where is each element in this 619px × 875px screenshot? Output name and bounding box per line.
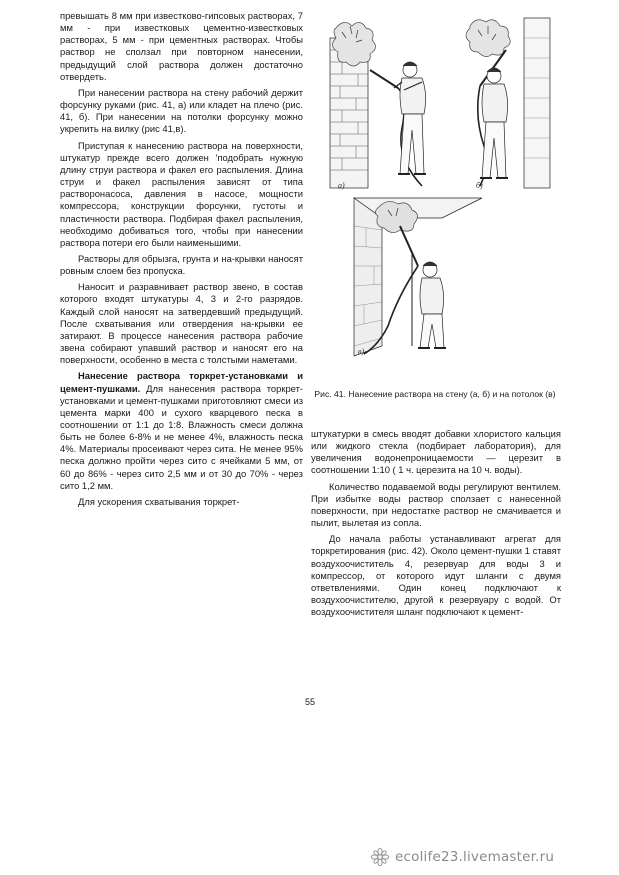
watermark: [370, 846, 554, 868]
paragraph: Количество подаваемой воды регулируют вентилем. При избытке воды раствор сползает с нанесенной поверхности, при недостатке раствор не смачивается и пылит, вылетая из сопла.: [311, 480, 561, 529]
paragraph: Растворы для обрызга, грунта и на-крывки наносят ровным слоем без пропуска.: [60, 252, 303, 277]
figure-label-c: в): [358, 347, 365, 356]
figure-41b-illustration: [450, 8, 552, 196]
right-text-column: [311, 428, 561, 618]
watermark-text: ecolife23.livemaster.ru: [395, 849, 555, 865]
figure-41c-illustration: [352, 196, 484, 358]
figure-41a-illustration: [328, 8, 446, 196]
paragraph: штукатурки в смесь вводят добавки хлористого кальция или жидкого стекла (подбирает лаборатория), для увеличения водонепроницаемости — церезит в соотношении 1:10 ( 1 ч. церезита на 10 ч. воды).: [311, 428, 561, 476]
paragraph: До начала работы устанавливают агрегат для торкретирования (рис. 42). Около цемент-пушки 1 ставят воздухоочиститель 4, резервуар для воды 3 и компрессор, от которого идут шланги с двумя ответвлениями. Один конец подключают к воздухоочистителю, другой к резервуару с водой. От воздухоочистителя шланг подключают к цемент-: [311, 533, 561, 618]
figure-label-b: б): [476, 181, 483, 190]
paragraph: превышать 8 мм при известково-гипсовых растворах, 7 мм - при известковых цементно-известковых растворах, 5 мм - при цементных растворах. Чтобы раствор не сползал при повторном нанесении, предыдущий слой раствора должен достаточно отвердеть.: [60, 10, 303, 82]
paragraph: [60, 370, 303, 492]
paragraph: Приступая к нанесению раствора на поверхности, штукатур прежде всего должен 'подобрать нужную длину струи раствора и факел его распыления. Длина струи и факел распыления зависят от типа растворонасоса, давления в насосе, мощности компрессора, конструкции форсунки, густоты и пластичности раствора. Подбирая факел распыления, необходимо добиваться того, чтобы при нанесении раствора потери его были наименьшими.: [60, 139, 303, 248]
page-number: 55: [304, 697, 315, 707]
left-text-column: [60, 10, 303, 508]
flower-icon: [370, 847, 390, 867]
paragraph: Для ускорения схватывания торкрет-: [78, 495, 240, 507]
section-heading: Нанесение раствора торкрет-установками и цемент-пушками.: [60, 370, 303, 394]
paragraph: При нанесении раствора на стену рабочий держит форсунку руками (рис. 41, а) или кладет на плечо (рис. 41, б). При нанесении на потолки форсунку можно укрепить на вилку (рис 41,в).: [60, 86, 303, 135]
figure-caption: Рис. 41. Нанесение раствора на стену (а, б) и на потолок (в): [314, 389, 556, 399]
paragraph-body: Для нанесения раствора торкрет-установками и цемент-пушками приготовляют смеси из цемента марки 400 и сухого кварцевого песка в соотношении от 1:1 до 1:8. Влажность смеси должна быть не более 6-8% и не менее 4%, влажность песка 4%. Материалы просеивают через сита. Не менее 95% песка должно пройти через сито с ячейками 5 мм, от 60 до 86% - через сито 2,5 мм и от 30 до 70% - через сито 1,2 мм.: [60, 382, 303, 491]
figure-label-a: а): [338, 181, 345, 190]
paragraph: Наносит и разравнивает раствор звено, в состав которого входят штукатуры 4, 3 и 2-го разрядов. Каждый слой наносят на затвердевший предыдущий. После схватывания или отвердения на-крывки ее затирают. В процессе нанесения раствора рабочие звена собирают упавший раствор и наносят его на поверхности, особенно в места с толстыми наметами.: [60, 281, 303, 366]
